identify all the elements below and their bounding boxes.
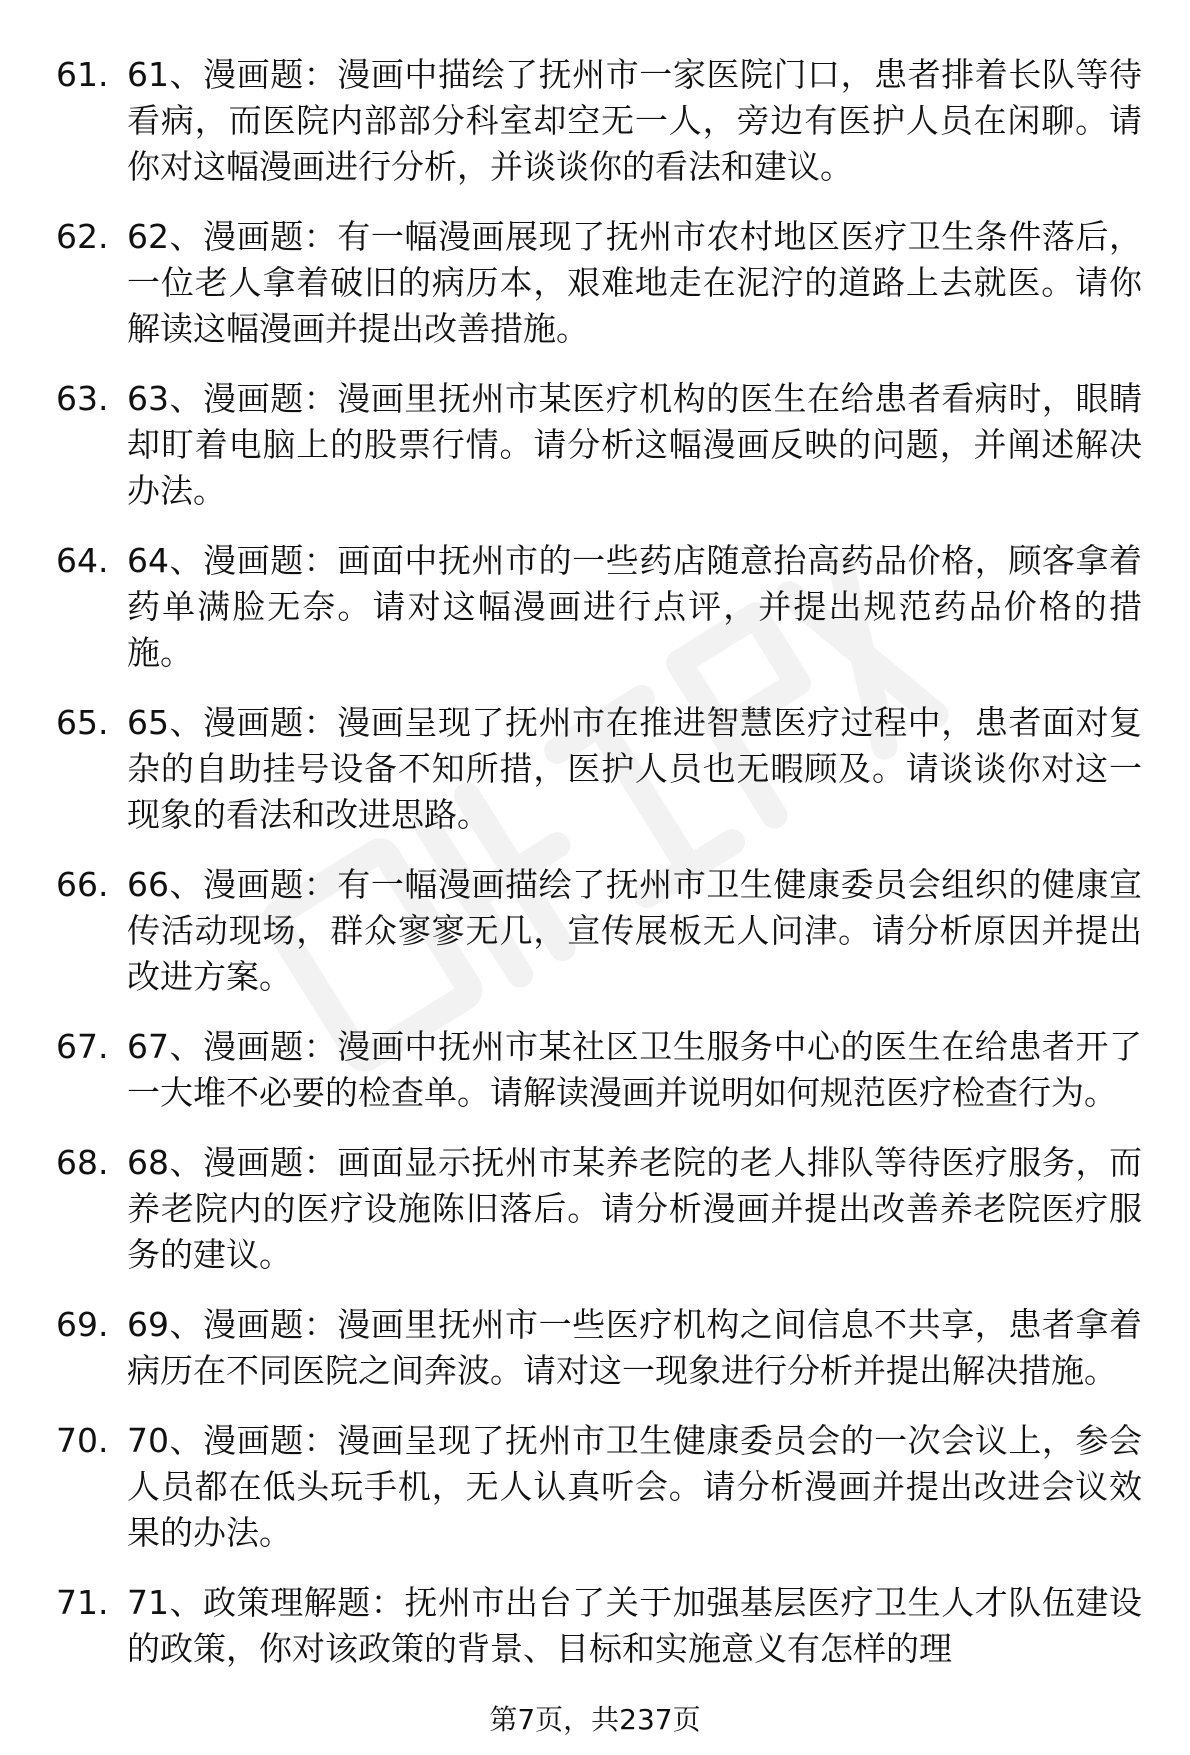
question-text: 71、政策理解题：抚州市出台了关于加强基层医疗卫生人才队伍建设的政策，你对该政策的背景、目标和实施意义有怎样的理 xyxy=(127,1583,1142,1668)
question-item xyxy=(56,862,1146,1000)
question-number: 64. xyxy=(56,541,109,580)
question-text: 65、漫画题：漫画呈现了抚州市在推进智慧医疗过程中，患者面对复杂的自助挂号设备不知所措，医护人员也无暇顾及。请谈谈你对这一现象的看法和改进思路。 xyxy=(127,703,1142,834)
question-item xyxy=(56,52,1146,190)
question-item xyxy=(56,1580,1146,1672)
question-item xyxy=(56,1302,1146,1394)
question-number: 61. xyxy=(56,55,109,94)
question-list xyxy=(56,52,1146,1696)
question-number: 65. xyxy=(56,703,109,742)
question-text: 62、漫画题：有一幅漫画展现了抚州市农村地区医疗卫生条件落后，一位老人拿着破旧的病历本，艰难地走在泥泞的道路上去就医。请你解读这幅漫画并提出改善措施。 xyxy=(127,217,1142,348)
question-text: 67、漫画题：漫画中抚州市某社区卫生服务中心的医生在给患者开了一大堆不必要的检查单。请解读漫画并说明如何规范医疗检查行为。 xyxy=(127,1027,1142,1112)
question-number: 67. xyxy=(56,1027,109,1066)
question-text: 64、漫画题：画面中抚州市的一些药店随意抬高药品价格，顾客拿着药单满脸无奈。请对这幅漫画进行点评，并提出规范药品价格的措施。 xyxy=(127,541,1142,672)
question-text: 63、漫画题：漫画里抚州市某医疗机构的医生在给患者看病时，眼睛却盯着电脑上的股票行情。请分析这幅漫画反映的问题，并阐述解决办法。 xyxy=(127,379,1142,510)
question-number: 68. xyxy=(56,1143,109,1182)
question-number: 62. xyxy=(56,217,109,256)
question-number: 71. xyxy=(56,1583,109,1622)
question-text: 69、漫画题：漫画里抚州市一些医疗机构之间信息不共享，患者拿着病历在不同医院之间奔波。请对这一现象进行分析并提出解决措施。 xyxy=(127,1305,1142,1390)
question-item xyxy=(56,538,1146,676)
question-number: 63. xyxy=(56,379,109,418)
question-item xyxy=(56,1418,1146,1556)
question-item xyxy=(56,1024,1146,1116)
question-text: 66、漫画题：有一幅漫画描绘了抚州市卫生健康委员会组织的健康宣传活动现场，群众寥寥无几，宣传展板无人问津。请分析原因并提出改进方案。 xyxy=(127,865,1142,996)
question-item xyxy=(56,700,1146,838)
page-footer: 第7页，共237页 xyxy=(489,1703,701,1736)
question-number: 69. xyxy=(56,1305,109,1344)
question-text: 68、漫画题：画面显示抚州市某养老院的老人排队等待医疗服务，而养老院内的医疗设施陈旧落后。请分析漫画并提出改善养老院医疗服务的建议。 xyxy=(127,1143,1142,1274)
question-item xyxy=(56,214,1146,352)
question-number: 70. xyxy=(56,1421,109,1460)
question-text: 70、漫画题：漫画呈现了抚州市卫生健康委员会的一次会议上，参会人员都在低头玩手机，无人认真听会。请分析漫画并提出改进会议效果的办法。 xyxy=(127,1421,1142,1552)
question-text: 61、漫画题：漫画中描绘了抚州市一家医院门口，患者排着长队等待看病，而医院内部部分科室却空无一人，旁边有医护人员在闲聊。请你对这幅漫画进行分析，并谈谈你的看法和建议。 xyxy=(127,55,1142,186)
question-item xyxy=(56,1140,1146,1278)
question-number: 66. xyxy=(56,865,109,904)
question-item xyxy=(56,376,1146,514)
